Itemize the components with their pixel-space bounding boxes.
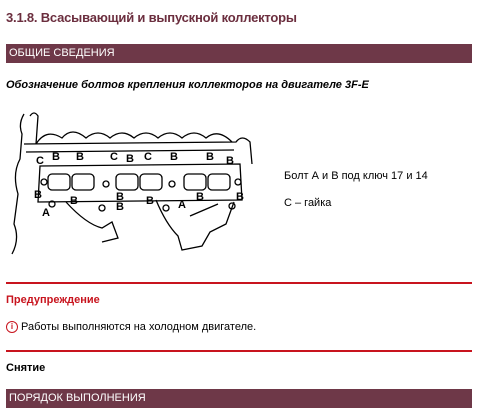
label-b: B (126, 153, 134, 165)
page-title: 3.1.8. Всасывающий и выпускной коллекторы (6, 10, 297, 25)
warning-text: Работы выполняются на холодном двигателе. (21, 321, 257, 333)
label-a: A (178, 199, 186, 211)
label-b: B (116, 191, 124, 203)
label-b: B (206, 151, 214, 163)
warning-heading: Предупреждение (6, 294, 100, 306)
label-c: C (110, 151, 118, 163)
manifold-diagram (6, 104, 268, 264)
label-c: C (36, 155, 44, 167)
label-b: B (196, 191, 204, 203)
section-bar-general: ОБЩИЕ СВЕДЕНИЯ (6, 44, 472, 63)
warning-line (6, 321, 256, 333)
label-b: B (116, 201, 124, 213)
nut-note: С – гайка (284, 197, 332, 209)
section-bar-procedure: ПОРЯДОК ВЫПОЛНЕНИЯ (6, 389, 472, 408)
divider (6, 282, 472, 284)
label-a: A (42, 207, 50, 219)
label-b: B (146, 195, 154, 207)
label-b: B (76, 151, 84, 163)
label-b: B (170, 151, 178, 163)
label-b: B (34, 189, 42, 201)
label-b: B (52, 151, 60, 163)
label-b: B (236, 191, 244, 203)
label-c: C (144, 151, 152, 163)
label-b: B (226, 155, 234, 167)
warning-circle-icon: i (6, 321, 18, 333)
removal-heading: Снятие (6, 362, 46, 374)
bolts-note: Болт А и В под ключ 17 и 14 (284, 170, 428, 182)
label-b: B (70, 195, 78, 207)
divider (6, 350, 472, 352)
figure-caption: Обозначение болтов крепления коллекторов на двигателе 3F-E (6, 79, 369, 91)
